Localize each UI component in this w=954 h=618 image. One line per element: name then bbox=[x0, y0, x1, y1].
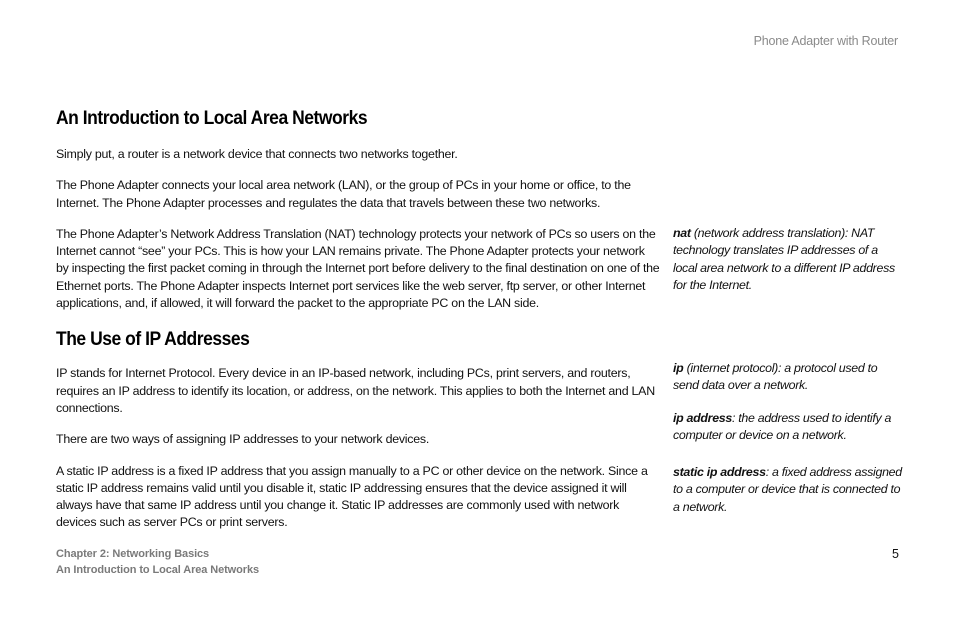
page-number: 5 bbox=[892, 547, 899, 561]
running-header: Phone Adapter with Router bbox=[753, 34, 898, 48]
footer-chapter: Chapter 2: Networking Basics bbox=[56, 548, 210, 560]
glossary-definition: : the address used to identify a computer or device on a network. bbox=[673, 411, 892, 443]
glossary-term: ip bbox=[673, 361, 684, 375]
glossary-entry-static-ip-address bbox=[673, 464, 903, 516]
paragraph-nat-technology: The Phone Adapter’s Network Address Translation (NAT) technology protects your network of PCs so users on the Internet cannot “see” your PCs. This is how your LAN remains private. The Phone Adapter protects your network by inspecting the first packet coming in through the Internet port before delivery to the final destination on one of the Ethernet ports. The Phone Adapter inspects Internet port services like the web server, ftp server, or other Internet applications, and, if allowed, it will forward the packet to the appropriate PC on the LAN side. bbox=[56, 226, 660, 311]
paragraph-two-ways: There are two ways of assigning IP addresses to your network devices. bbox=[56, 432, 430, 447]
glossary-entry-nat bbox=[673, 225, 903, 294]
main-content bbox=[56, 108, 660, 532]
footer-section: An Introduction to Local Area Networks bbox=[56, 564, 259, 576]
section-title-ip-addresses: The Use of IP Addresses bbox=[56, 329, 250, 351]
glossary-term: static ip address bbox=[673, 465, 766, 479]
paragraph-ip-definition: IP stands for Internet Protocol. Every device in an IP-based network, including PCs, print servers, and routers, requires an IP address to identify its location, or address, on the network. This applies to both the Internet and LAN connections. bbox=[56, 366, 655, 415]
footer bbox=[56, 546, 259, 578]
glossary-entry-ip bbox=[673, 360, 903, 395]
glossary-definition: : a fixed address assigned to a computer or device that is connected to a network. bbox=[673, 465, 902, 514]
paragraph-static-ip: A static IP address is a fixed IP address that you assign manually to a PC or other device on the network. Since a static IP address remains valid until you disable it, static IP addressing ensures that the device assigned it will always have that same IP address until you change it. Static IP addresses are commonly used with network devices such as server PCs or print servers. bbox=[56, 463, 648, 530]
paragraph-router-definition: Simply put, a router is a network device that connects two networks together. bbox=[56, 147, 458, 161]
glossary-term: ip address bbox=[673, 411, 732, 425]
glossary-definition: (network address translation): NAT technology translates IP addresses of a local area network to a different IP address for the Internet. bbox=[673, 226, 895, 292]
glossary-term: nat bbox=[673, 226, 691, 240]
glossary-definition: (internet protocol): a protocol used to send data over a network. bbox=[673, 361, 878, 393]
section-title-intro-lan: An Introduction to Local Area Networks bbox=[56, 108, 368, 129]
glossary-entry-ip-address bbox=[673, 410, 903, 445]
paragraph-phone-adapter-lan: The Phone Adapter connects your local area network (LAN), or the group of PCs in your home or office, to the Internet. The Phone Adapter processes and regulates the data that travels between these two networks. bbox=[56, 178, 631, 210]
